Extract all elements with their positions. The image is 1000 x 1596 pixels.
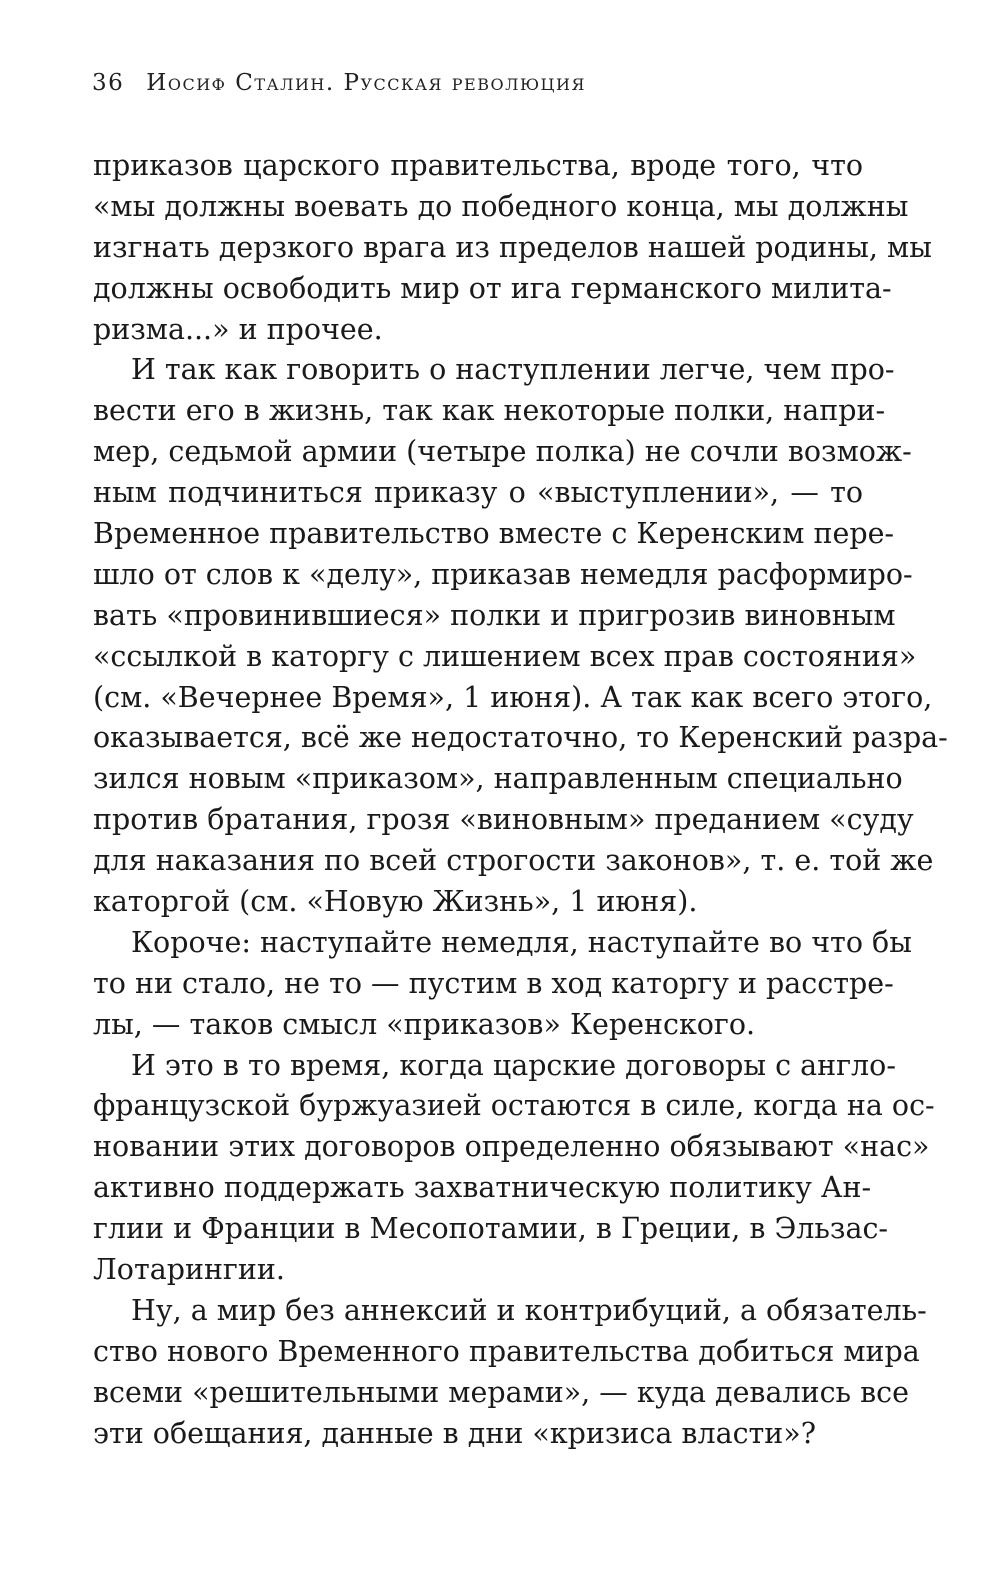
text-line: новании этих договоров определенно обязывают «нас»	[93, 1130, 930, 1164]
text-line: «мы должны воевать до победного конца, мы должны	[93, 189, 909, 223]
text-line: эти обещания, данные в дни «кризиса власти»?	[93, 1416, 817, 1450]
paragraph	[93, 923, 912, 1046]
text-line: ризма...» и прочее.	[93, 312, 383, 346]
text-line: вать «провинившиеся» полки и пригрозив виновным	[93, 598, 896, 632]
text-line: И это в то время, когда царские договоры с англо-	[131, 1048, 896, 1082]
text-line: французской буржуазией остаются в силе, когда на ос-	[93, 1089, 935, 1123]
text-line: Короче: наступайте немедля, наступайте во что бы	[131, 925, 912, 959]
text-line: всеми «решительными мерами», — куда девались все	[93, 1375, 909, 1409]
text-line: оказывается, всё же недостаточно, то Керенский разра-	[93, 721, 948, 755]
text-line: мер, седьмой армии (четыре полка) не сочли возмож-	[93, 435, 912, 469]
text-line: против братания, грозя «виновным» преданием «суду	[93, 803, 914, 837]
text-line: вести его в жизнь, так как некоторые полки, напри-	[93, 394, 886, 428]
page-number: 36	[92, 70, 125, 96]
text-line: зился новым «приказом», направленным специально	[93, 762, 903, 796]
text-line: то ни стало, не то — пустим в ход каторгу и расстре-	[93, 966, 894, 1000]
text-line: активно поддержать захватническую политику Ан-	[93, 1171, 872, 1205]
text-line: глии и Франции в Месопотамии, в Греции, в Эльзас-	[93, 1212, 889, 1246]
text-line: Временное правительство вместе с Керенским пере-	[93, 517, 895, 551]
paragraph	[93, 146, 932, 350]
text-line: должны освободить мир от ига германского милита-	[93, 271, 892, 305]
paragraph	[93, 1046, 935, 1291]
text-line: ным подчиниться приказу о «выступлении», — то	[93, 476, 863, 510]
text-line: Ну, а мир без аннексий и контрибуций, а обязатель-	[131, 1293, 927, 1327]
paragraph	[93, 1291, 927, 1455]
running-head	[92, 70, 872, 96]
paragraph	[93, 350, 948, 922]
body-text	[93, 146, 948, 1455]
text-line: для наказания по всей строгости законов», т. е. той же	[93, 844, 934, 878]
text-line: каторгой (см. «Новую Жизнь», 1 июня).	[93, 885, 698, 919]
text-line: изгнать дерзкого врага из пределов нашей родины, мы	[93, 230, 932, 264]
text-line: Лотарингии.	[93, 1253, 285, 1287]
text-line: «ссылкой в каторгу с лишением всех прав состояния»	[93, 639, 917, 673]
text-line: шло от слов к «делу», приказав немедля расформиро-	[93, 557, 913, 591]
text-line: (см. «Вечернее Время», 1 июня). А так как всего этого,	[93, 680, 933, 714]
text-line: приказов царского правительства, вроде того, что	[93, 149, 863, 182]
text-line: И так как говорить о наступлении легче, чем про-	[131, 353, 895, 387]
running-title: Иосиф Сталин. Русская революция	[146, 70, 586, 96]
text-line: ство нового Временного правительства добиться мира	[93, 1334, 920, 1368]
text-line: лы, — таков смысл «приказов» Керенского.	[93, 1007, 756, 1041]
